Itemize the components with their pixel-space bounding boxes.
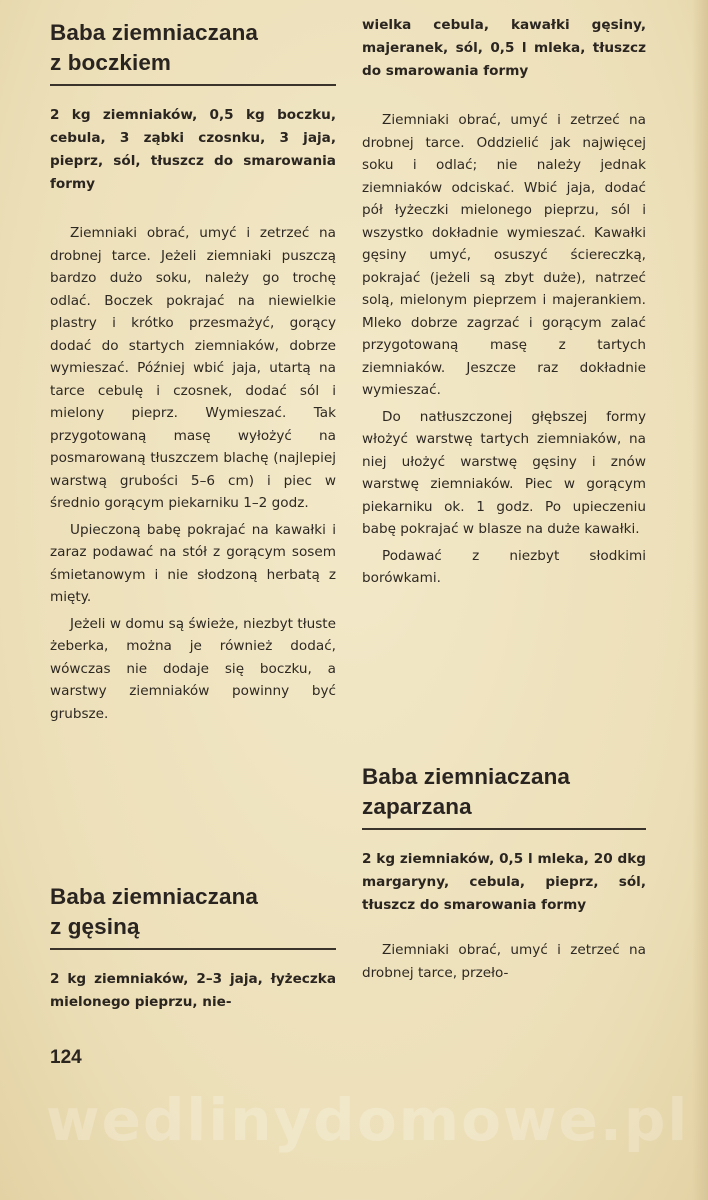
right-column — [362, 14, 646, 981]
recipe-title — [50, 882, 336, 942]
recipe-title — [50, 18, 336, 78]
recipe-zaparzana — [362, 762, 646, 988]
left-column — [50, 14, 336, 1010]
title-line-2: z gęsiną — [50, 914, 140, 939]
method-paragraph: Do natłuszczonej głębszej formy włożyć warstwę tartych ziemniaków, na niej ułożyć warstwę gęsiny i znów warstwę ziemniaków. Piec w gorącym piekarniku ok. 1 godz. Po upieczeniu babę pokrajać w blasze na duże kawałki. — [362, 408, 646, 537]
title-line-1: Baba ziemniaczana — [50, 20, 259, 45]
recipe-boczek — [50, 18, 336, 725]
ingredients-list: 2 kg ziemniaków, 0,5 l mleka, 20 dkg margaryny, cebula, pieprz, sól, tłuszcz do smarowania formy — [362, 851, 646, 913]
title-line-1: Baba ziemniaczana — [362, 764, 571, 789]
method-paragraph: Ziemniaki obrać, umyć i zetrzeć na drobnej tarce. Oddzielić jak najwięcej soku i odlać; nie należy jednak ziemniaków odciskać. Wbić jaja, dodać pół łyżeczki mielonego pieprzu, sól i wszystko dokładnie wymieszać. Kawałki gęsiny umyć, osuszyć ściereczką, pokrajać (jeżeli są zbyt duże), natrzeć solą, mielonym pieprzem i majerankiem. Mleko dobrze zagrzać i gorącym zalać przygotowaną masę z tartych ziemniaków. Jeszcze raz dokładnie wymieszać. — [362, 112, 646, 398]
watermark: wedlinydomowe.pl — [46, 1086, 690, 1154]
page-edge-shadow — [692, 0, 708, 1200]
method-paragraph: Upieczoną babę pokrajać na kawałki i zaraz podawać na stół z gorącym sosem śmietanowym i nie słodzoną herbatą z mięty. — [50, 521, 336, 605]
recipe-method — [362, 939, 646, 984]
method-paragraph: Podawać z niezbyt słodkimi borówkami. — [362, 547, 646, 586]
ingredients-list: 2 kg ziemniaków, 0,5 kg boczku, cebula, 3 ząbki czosnku, 3 jaja, pieprz, sól, tłuszcz do smarowania formy — [50, 107, 336, 192]
recipe-method — [50, 222, 336, 725]
recipe-title — [362, 762, 646, 822]
title-line-2: z boczkiem — [50, 50, 172, 75]
method-paragraph: Ziemniaki obrać, umyć i zetrzeć na drobnej tarce. Jeżeli ziemniaki puszczą bardzo dużo soku, należy go trochę odlać. Boczek pokrajać na niewielkie plastry i krótko przesmażyć, gorący dodać do startych ziemniaków, dobrze wymieszać. Później wbić jaja, utartą na tarce cebulę i czosnek, dodać sól i mielony pieprz. Wymieszać. Tak przygotowaną masę wyłożyć na posmarowaną tłuszczem blachę (najlepiej warstwą grubości 5–6 cm) i piec w średnio gorącym piekarniku 1–2 godz. — [50, 225, 336, 511]
recipe-method — [362, 109, 646, 590]
title-rule — [362, 828, 646, 830]
title-rule — [50, 84, 336, 86]
ingredients-list: 2 kg ziemniaków, 2–3 jaja, łyżeczka mielonego pieprzu, nie- — [50, 971, 336, 1010]
recipe-gesina-continued — [362, 14, 646, 590]
title-line-2: zaparzana — [362, 794, 472, 819]
title-line-1: Baba ziemniaczana — [50, 884, 259, 909]
method-paragraph: Ziemniaki obrać, umyć i zetrzeć na drobnej tarce, przeło- — [362, 942, 646, 981]
page-number: 124 — [50, 1047, 82, 1068]
ingredients-list: wielka cebula, kawałki gęsiny, majeranek, sól, 0,5 l mleka, tłuszcz do smarowania formy — [362, 17, 646, 79]
title-rule — [50, 948, 336, 950]
method-paragraph: Jeżeli w domu są świeże, niezbyt tłuste żeberka, można je również dodać, wówczas nie dodaje się boczku, a warstwy ziemniaków powinny być grubsze. — [50, 615, 336, 722]
recipe-gesina-start — [50, 882, 336, 1014]
